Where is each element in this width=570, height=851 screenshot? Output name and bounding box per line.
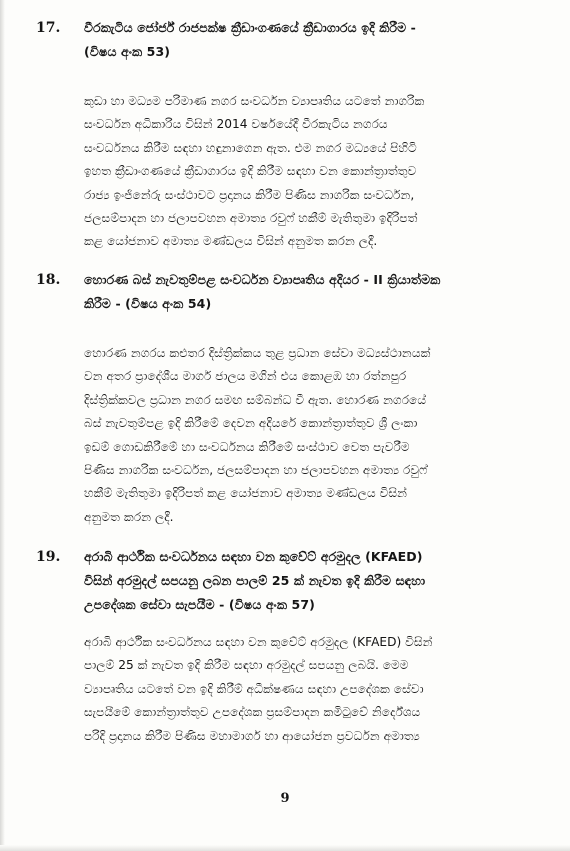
item-body bbox=[84, 342, 522, 529]
item-heading bbox=[84, 545, 522, 617]
item-heading-row bbox=[36, 16, 522, 64]
body-line: ව්‍යාපෘතිය යටතේ වන ඉදි කිරීම් අධීක්ෂණය සඳහා උපදේශක සේවා bbox=[84, 681, 424, 696]
body-line: ඉහත ක්‍රීඩාංගණයේ ක්‍රීඩාගාරය ඉදි කිරීම සඳහා වන කොන්ත්‍රාත්තුව bbox=[84, 164, 417, 179]
body-line: සංවර්ධනය කිරීම සඳහා හඳුනාගෙන ඇත. එම නගර මධ්‍යයේ පිහිටි bbox=[84, 140, 417, 155]
scan-bottom-shadow bbox=[0, 845, 570, 851]
heading-line: හොරණ බස් නැවතුම්පළ සංවර්ධන ව්‍යාපෘතිය අදියර - II ක්‍රියාත්මක bbox=[84, 272, 441, 287]
body-line: සැපයීමේ කොන්ත්‍රාත්තුව උපදේශක ප්‍රසම්පාදන කමිටුවේ නිර්දේශය bbox=[84, 705, 421, 720]
item-body bbox=[84, 90, 522, 254]
item-heading bbox=[84, 268, 522, 316]
body-line: දිස්ත්‍රික්කවල ප්‍රධාන නගර සමඟ සම්බන්ධ වී ඇත. හොරණ නගරයේ bbox=[84, 392, 427, 407]
item-number: 19. bbox=[36, 549, 61, 565]
item-number: 17. bbox=[36, 20, 61, 36]
body-line: හොරණ නගරය කළුතර දිස්ත්‍රික්කය තුළ ප්‍රධාන සේවා මධ්‍යස්ථානයක් bbox=[84, 346, 431, 360]
body-line: හකීම් මැතිතුමා ඉදිරිපත් කළ යෝජනාව අමාත්‍ය මණ්ඩලය විසින් bbox=[84, 486, 408, 501]
body-line: අරාබි ආර්ථික සංවර්ධනය සඳහා වන කුවේට් අරමුදල (KFAED) විසින් bbox=[84, 635, 433, 649]
body-line: රාජ්‍ය ඉංජිනේරු සංස්ථාවට ප්‍රදානය කිරීම පිණිස නාගරික සංවර්ධන, bbox=[84, 187, 415, 202]
item-heading bbox=[84, 16, 522, 64]
heading-line: උපදේශක සේවා සැපයීම - (විෂය අංක 57) bbox=[84, 597, 315, 612]
body-line: පරිදි ප්‍රදානය කිරීම පිණිස මහාමාර්ග හා ආයෝජන ප්‍රවර්ධන අමාත්‍ය bbox=[84, 728, 420, 743]
body-line: කළ යෝජනාව අමාත්‍ය මණ්ඩලය විසින් අනුමත කරන ලදී. bbox=[84, 234, 378, 249]
item-heading-row bbox=[36, 268, 522, 316]
body-line: සංවර්ධන අධිකාරිය විසින් 2014 වර්ෂයේදී වීරකැටිය නගරය bbox=[84, 117, 388, 132]
body-line: වන අතර ප්‍රාදේශීය මාර්ග ජාලය මගින් එය කොළඹ හා රත්නපුර bbox=[84, 369, 407, 384]
item-heading-row bbox=[36, 545, 522, 617]
page-number: 9 bbox=[280, 791, 290, 806]
body-line: ඉඩම් ගොඩකිරීමේ හා සංවර්ධනය කිරීමේ සංස්ථාව වෙත පැවරීම bbox=[84, 439, 410, 454]
heading-line: අරාබි ආර්ථික සංවර්ධනය සඳහා වන කුවේට් අරමුදල (KFAED) bbox=[84, 549, 423, 564]
heading-line: වීරකැටිය ජෝර්ජ් රාජපක්ෂ ක්‍රීඩාංගණයේ ක්‍රීඩාගාරය ඉදි කිරීම - bbox=[84, 20, 416, 35]
body-line: කුඩා හා මධ්‍යම පරිමාණ නගර සංවර්ධන ව්‍යාපෘතිය යටතේ නාගරික bbox=[84, 94, 425, 108]
item-19 bbox=[36, 545, 522, 748]
item-18 bbox=[36, 268, 522, 529]
body-line: පිණිස නාගරික සංවර්ධන, ජලසම්පාදන හා ජලාපවහන අමාත්‍ය රවුෆ් bbox=[84, 463, 428, 478]
heading-line: කිරීම - (විෂය අංක 54) bbox=[84, 296, 212, 311]
body-line: අනුමත කරන ලදී. bbox=[84, 509, 174, 524]
item-number: 18. bbox=[36, 272, 61, 288]
item-17 bbox=[36, 16, 522, 254]
body-line: පාලම් 25 ක් නැවත ඉදි කිරීම සඳහා අරමුදල් සපයනු ලබයි. මෙම bbox=[84, 658, 409, 673]
body-line: බස් නැවතුම්පළ ඉදි කිරීමේ දෙවන අදියරේ කොන්ත්‍රාත්තුව ශ්‍රී ලංකා bbox=[84, 416, 418, 431]
heading-line: විසින් අරමුදල් සපයනු ලබන පාලම් 25 ක් නැවත ඉදි කිරීම සඳහා bbox=[84, 573, 426, 588]
item-body bbox=[84, 631, 522, 748]
scan-edge-shadow bbox=[0, 0, 5, 851]
heading-line: (විෂය අංක 53) bbox=[84, 44, 171, 59]
body-line: ජලසම්පාදන හා ජලාපවහන අමාත්‍ය රවුෆ් හකීම් මැතිතුමා ඉදිරිපත් bbox=[84, 211, 418, 226]
